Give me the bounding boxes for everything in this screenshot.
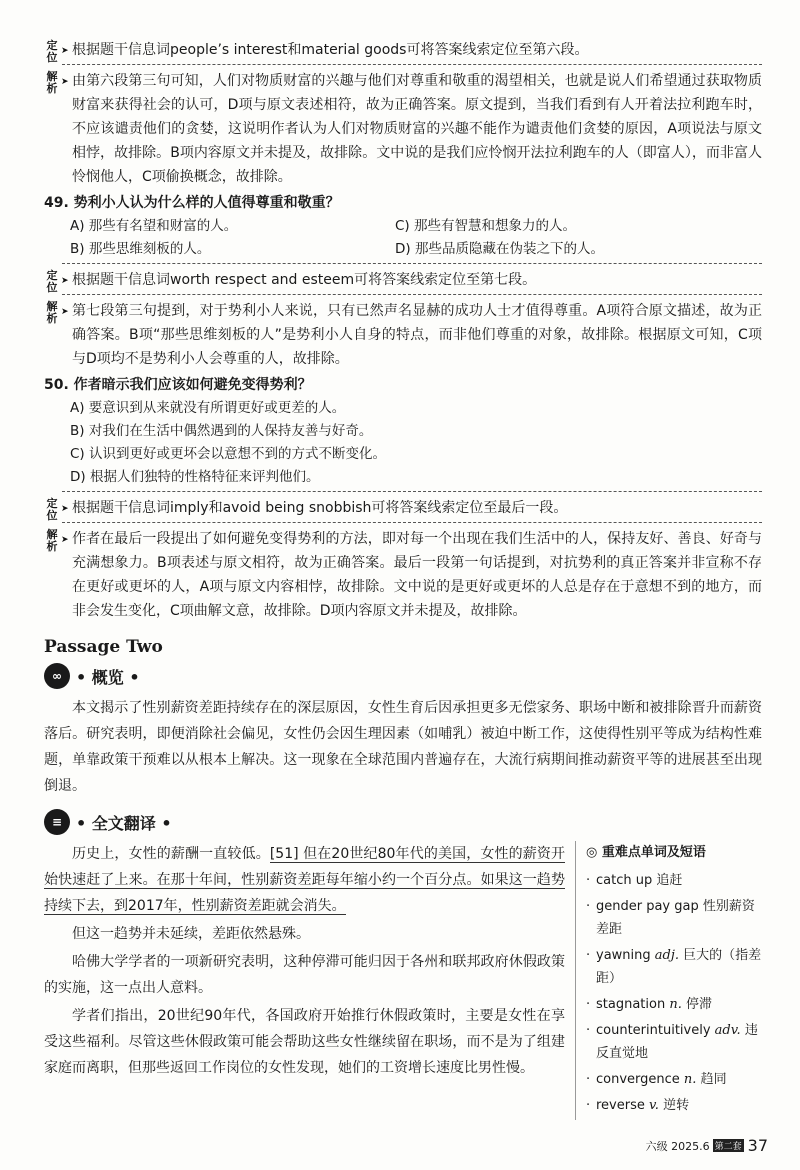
glasses-icon: ∞ <box>44 663 70 689</box>
vocab-item <box>586 1019 762 1065</box>
vocab-meaning: 趋同 <box>700 1072 727 1087</box>
translation-section <box>44 841 762 1120</box>
q49-stem: 49. 势利小人认为什么样的人值得尊重和敬重？ <box>44 195 340 211</box>
vocab-meaning: 停滞 <box>685 997 712 1012</box>
q49-analysis-text: 第七段第三句提到，对于势利小人来说，只有已然声名显赫的成功人士才值得尊重。A项符合原文描述，故为正确答案。B项“那些思维刻板的人”是势利小人自身的特点，而非他们尊重的对象，故排除。根据原文可知，C项与D项均不是势利小人会尊重的人，故排除。 <box>72 303 762 367</box>
analysis-tag: 解析 ➤ <box>46 300 69 325</box>
q50-stem: 50. 作者暗示我们应该如何避免变得势利？ <box>44 377 312 393</box>
arrow-right-icon: ➤ <box>61 307 69 317</box>
q49-locate-text: 根据题干信息词worth respect and esteem可将答案线索定位至第七段。 <box>72 272 537 288</box>
footer-set-badge: 第二套 <box>713 1139 744 1152</box>
vocab-word: catch up <box>596 873 657 888</box>
arrow-right-icon: ➤ <box>61 46 69 56</box>
vocab-word: reverse <box>596 1098 649 1113</box>
option-c: C) 认识到更好或更坏会以意想不到的方式不断变化。 <box>70 446 386 462</box>
q49-options <box>44 215 762 261</box>
vocab-word: convergence <box>596 1072 684 1087</box>
vocab-meaning: 追赶 <box>656 873 683 888</box>
option-a: A) 那些有名望和财富的人。 <box>70 218 238 234</box>
arrow-right-icon: ➤ <box>61 535 69 545</box>
option-b: B) 那些思维刻板的人。 <box>70 241 211 257</box>
overview-text: 本文揭示了性别薪资差距持续存在的深层原因，女性生育后因承担更多无偿家务、职场中断和被排除晋升而薪资落后。研究表明，即便消除社会偏见，女性仍会因生理因素（如哺乳）被迫中断工作，这使得性别平等成为结构性难题，单靠政策干预难以从根本上解决。这一现象在全球范围内普遍存在，大流行病期间推动薪资平等的进展甚至出现倒退。 <box>44 700 762 794</box>
q50-options <box>44 397 762 489</box>
divider <box>62 491 762 492</box>
vocab-word: stagnation <box>596 997 670 1012</box>
vocab-item <box>586 1068 762 1091</box>
option-d: D) 根据人们独特的性格特征来评判他们。 <box>70 469 320 485</box>
translation-title: • 全文翻译 • <box>76 813 172 833</box>
q48-locate-block <box>44 38 762 62</box>
target-icon: ◎ <box>586 845 602 860</box>
page-footer <box>646 1136 768 1155</box>
q49-locate-block <box>44 268 762 292</box>
page-content <box>44 38 762 1120</box>
vocab-word: yawning <box>596 948 655 963</box>
vocab-pos: v. <box>649 1098 664 1113</box>
locate-tag: 定位 ➤ <box>46 39 69 64</box>
vocab-title: ◎ 重难点单词及短语 <box>586 845 706 860</box>
q49-analysis-block <box>44 299 762 371</box>
vocab-meaning: 逆转 <box>663 1098 690 1113</box>
divider <box>62 294 762 295</box>
translation-paragraph-3: 哈佛大学学者的一项新研究表明，这种停滞可能归因于各州和联邦政府休假政策的实施，这一点出人意料。 <box>44 954 565 996</box>
option-a: A) 要意识到从来就没有所谓更好或更差的人。 <box>70 400 346 416</box>
translation-body <box>44 841 576 1120</box>
vocab-item <box>586 944 762 990</box>
arrow-right-icon: ➤ <box>61 504 69 514</box>
translation-text: 历史上，女性的薪酬一直较低。 <box>72 846 270 862</box>
arrow-right-icon: ➤ <box>61 77 69 87</box>
vocab-panel <box>576 841 762 1120</box>
q50-locate-block <box>44 496 762 520</box>
q48-analysis-block <box>44 69 762 189</box>
vocab-meaning: 巨大的（指差距） <box>596 948 762 986</box>
underlined-answer-text: [51] 但在20世纪80年代的美国，女性的薪资开始快速赶了上来。在那十年间，性别薪资差距每年缩小约一个百分点。如果这一趋势持续下去，到2017年，性别薪资差距就会消失。 <box>44 846 565 914</box>
vocab-pos: n. <box>683 1072 701 1087</box>
speech-bubble-icon: ≡ <box>44 809 70 835</box>
divider <box>62 64 762 65</box>
divider <box>62 263 762 264</box>
arrow-right-icon: ➤ <box>61 276 69 286</box>
q50-locate-text: 根据题干信息词imply和avoid being snobbish可将答案线索定位至最后一段。 <box>72 500 568 516</box>
overview-title: • 概览 • <box>76 667 140 687</box>
locate-tag: 定位 ➤ <box>46 269 69 294</box>
q50-analysis-block <box>44 527 762 623</box>
option-d: D) 那些品质隐藏在伪装之下的人。 <box>395 241 604 257</box>
locate-tag: 定位 ➤ <box>46 497 69 522</box>
vocab-item <box>586 1094 762 1117</box>
analysis-tag: 解析 ➤ <box>46 70 69 95</box>
translation-paragraph-1 <box>44 841 565 919</box>
option-b: B) 对我们在生活中偶然遇到的人保持友善与好奇。 <box>70 423 373 439</box>
q48-analysis-text: 由第六段第三句可知，人们对物质财富的兴趣与他们对尊重和敬重的渴望相关，也就是说人们希望通过获取物质财富来获得社会的认可，D项与原文表述相符，故为正确答案。原文提到，当我们看到有人开着法拉利跑车时，不应该谴责他们的贪婪，这说明作者认为人们对物质财富的兴趣不能作为谴责他们贪婪的原因，A项说法与原文相悖，故排除。B项内容原文并未提及，故排除。文中说的是我们应怜悯开法拉利跑车的人（即富人），而非富人怜悯他人，C项偷换概念，故排除。 <box>72 73 762 185</box>
divider <box>62 522 762 523</box>
vocab-meaning: 违反直觉地 <box>596 1023 758 1061</box>
translation-heading <box>44 809 762 835</box>
vocab-item <box>586 993 762 1016</box>
option-c: C) 那些有智慧和想象力的人。 <box>395 218 576 234</box>
translation-paragraph-4: 学者们指出，20世纪90年代，各国政府开始推行休假政策时，主要是女性在享受这些福利。尽管这些休假政策可能会帮助这些女性继续留在职场，而不是为了组建家庭而离职，但那些返回工作岗位的女性发现，她们的工资增长速度比男性慢。 <box>44 1008 565 1076</box>
vocab-word: gender pay gap <box>596 899 703 914</box>
q48-locate-text: 根据题干信息词people’s interest和material goods可将答案线索定位至第六段。 <box>72 42 589 58</box>
vocab-pos: adj. <box>654 948 684 963</box>
vocab-pos: adv. <box>714 1023 745 1038</box>
vocab-item <box>586 869 762 892</box>
vocab-item <box>586 895 762 941</box>
analysis-tag: 解析 ➤ <box>46 528 69 553</box>
passage-title: Passage Two <box>44 637 163 657</box>
page-number: 37 <box>747 1136 768 1155</box>
vocab-meaning: 性别薪资差距 <box>596 899 755 937</box>
vocab-pos: n. <box>669 997 686 1012</box>
footer-label: 六级 2025.6 <box>645 1139 710 1153</box>
translation-paragraph-2: 但这一趋势并未延续，差距依然悬殊。 <box>72 926 310 942</box>
q50-analysis-text: 作者在最后一段提出了如何避免变得势利的方法，即对每一个出现在我们生活中的人，保持友好、善良、好奇与充满想象力。B项表述与原文相符，故为正确答案。最后一段第一句话提到，对抗势利的真正答案并非宣称不存在更好或更坏的人，A项与原文内容相悖，故排除。文中说的是更好或更坏的人总是存在于意想不到的地方，而非会发生变化，C项曲解文意，故排除。D项内容原文并未提及，故排除。 <box>72 531 762 619</box>
overview-heading <box>44 663 762 689</box>
vocab-word: counterintuitively <box>596 1023 715 1038</box>
vocab-list <box>586 869 762 1117</box>
